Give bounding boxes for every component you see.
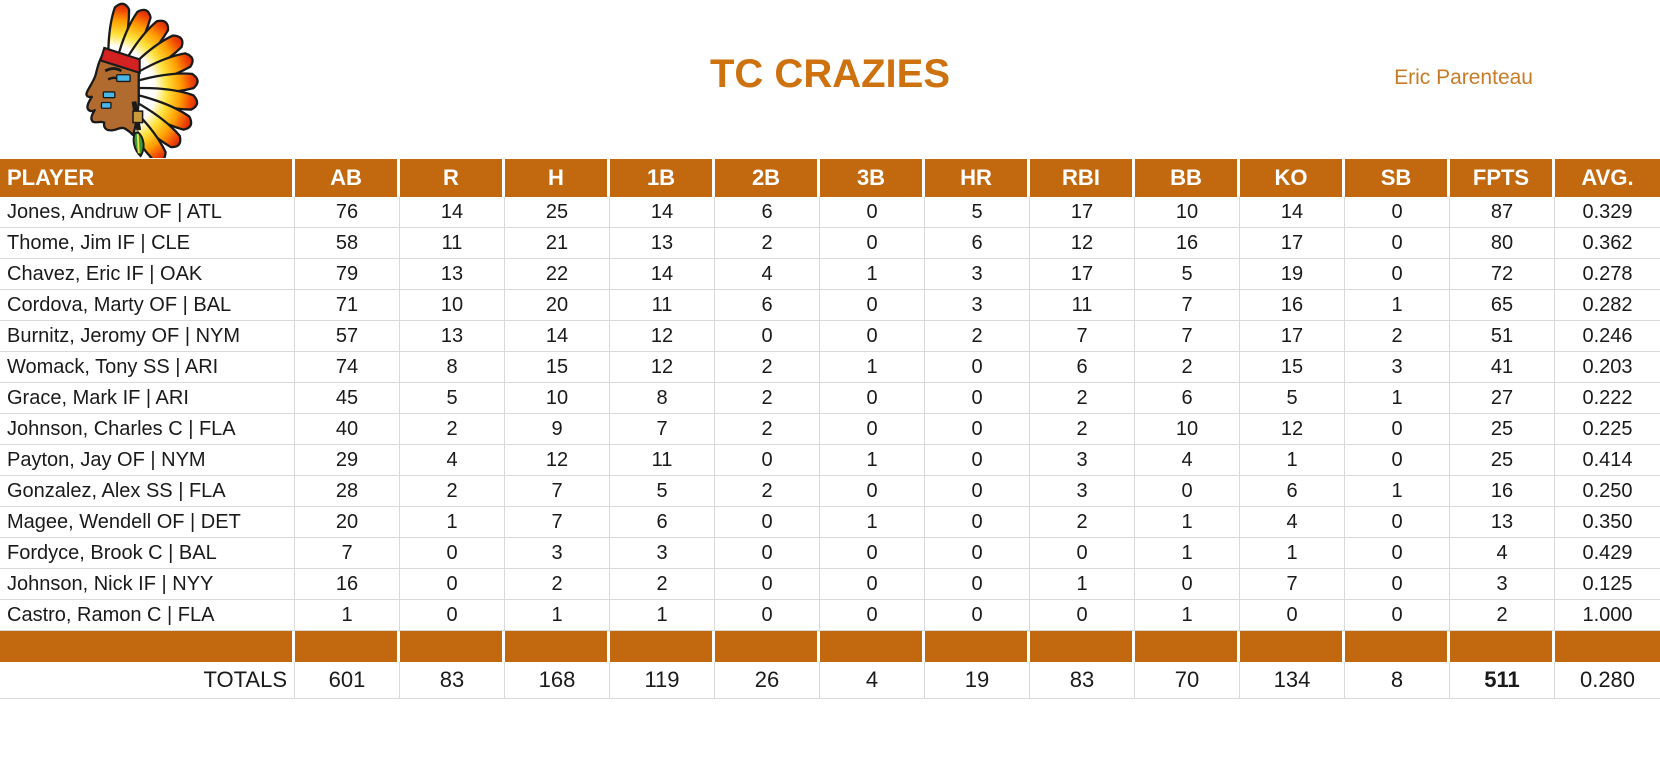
stat-cell: 16: [1240, 290, 1345, 321]
separator-cell: [1555, 631, 1660, 662]
totals-stat-cell: 134: [1240, 662, 1345, 699]
column-header-r: R: [400, 159, 505, 197]
stat-cell: 0: [1135, 476, 1240, 507]
stat-cell: 0: [1345, 569, 1450, 600]
stat-cell: 17: [1240, 321, 1345, 352]
stat-cell: 0: [715, 445, 820, 476]
stat-cell: 7: [1135, 321, 1240, 352]
stat-cell: 7: [1030, 321, 1135, 352]
stat-cell: 0: [925, 507, 1030, 538]
stat-cell: 25: [1450, 414, 1555, 445]
stat-cell: 0: [1345, 414, 1450, 445]
stat-cell: 1: [400, 507, 505, 538]
stat-cell: 0: [925, 414, 1030, 445]
player-name-cell: Thome, Jim IF | CLE: [0, 228, 295, 259]
stat-cell: 20: [505, 290, 610, 321]
stat-cell: 0: [400, 538, 505, 569]
stat-cell: 10: [400, 290, 505, 321]
stat-cell: 0: [400, 569, 505, 600]
column-header-player: PLAYER: [0, 159, 295, 197]
player-name-cell: Johnson, Charles C | FLA: [0, 414, 295, 445]
stat-cell: 5: [610, 476, 715, 507]
stat-cell: 14: [610, 197, 715, 228]
separator-cell: [505, 631, 610, 662]
stat-cell: 3: [610, 538, 715, 569]
stat-cell: 0.414: [1555, 445, 1660, 476]
column-header-1b: 1B: [610, 159, 715, 197]
stat-cell: 0: [715, 569, 820, 600]
stat-cell: 11: [610, 290, 715, 321]
player-name-cell: Chavez, Eric IF | OAK: [0, 259, 295, 290]
stat-cell: 14: [400, 197, 505, 228]
separator-cell: [1240, 631, 1345, 662]
stat-cell: 12: [610, 321, 715, 352]
separator-cell: [925, 631, 1030, 662]
stat-cell: 29: [295, 445, 400, 476]
stat-cell: 4: [1135, 445, 1240, 476]
stat-cell: 6: [1135, 383, 1240, 414]
stat-cell: 7: [1240, 569, 1345, 600]
stat-cell: 3: [925, 259, 1030, 290]
stat-cell: 15: [505, 352, 610, 383]
player-name-cell: Gonzalez, Alex SS | FLA: [0, 476, 295, 507]
player-name-cell: Castro, Ramon C | FLA: [0, 600, 295, 631]
stat-cell: 0: [925, 383, 1030, 414]
totals-stat-cell: 601: [295, 662, 400, 699]
stat-cell: 14: [610, 259, 715, 290]
stat-cell: 10: [505, 383, 610, 414]
stat-cell: 9: [505, 414, 610, 445]
stat-cell: 0: [1345, 259, 1450, 290]
totals-stat-cell: 0.280: [1555, 662, 1660, 699]
totals-stat-cell: 26: [715, 662, 820, 699]
stat-cell: 6: [610, 507, 715, 538]
stat-cell: 0: [1345, 228, 1450, 259]
stat-cell: 7: [295, 538, 400, 569]
stat-cell: 16: [1450, 476, 1555, 507]
stat-cell: 13: [610, 228, 715, 259]
stat-cell: 0: [925, 569, 1030, 600]
column-header-rbi: RBI: [1030, 159, 1135, 197]
stat-cell: 2: [1135, 352, 1240, 383]
column-header-bb: BB: [1135, 159, 1240, 197]
stat-cell: 4: [1240, 507, 1345, 538]
stat-cell: 1: [505, 600, 610, 631]
stat-cell: 1: [820, 445, 925, 476]
stat-cell: 6: [925, 228, 1030, 259]
totals-stat-cell: 4: [820, 662, 925, 699]
stat-cell: 79: [295, 259, 400, 290]
column-header-3b: 3B: [820, 159, 925, 197]
stat-cell: 0: [820, 600, 925, 631]
totals-stat-cell: 168: [505, 662, 610, 699]
stat-cell: 72: [1450, 259, 1555, 290]
stat-cell: 5: [925, 197, 1030, 228]
stat-cell: 16: [295, 569, 400, 600]
stat-cell: 1: [820, 507, 925, 538]
totals-stat-cell: 511: [1450, 662, 1555, 699]
stat-cell: 25: [505, 197, 610, 228]
stat-cell: 0: [820, 321, 925, 352]
stat-cell: 0: [820, 383, 925, 414]
totals-stat-cell: 83: [400, 662, 505, 699]
totals-stat-cell: 19: [925, 662, 1030, 699]
totals-stat-cell: 119: [610, 662, 715, 699]
separator-cell: [400, 631, 505, 662]
column-header-h: H: [505, 159, 610, 197]
stat-cell: 0: [1345, 538, 1450, 569]
stat-cell: 2: [715, 383, 820, 414]
stat-cell: 2: [715, 476, 820, 507]
stat-cell: 2: [1450, 600, 1555, 631]
stat-cell: 2: [505, 569, 610, 600]
stat-cell: 5: [1240, 383, 1345, 414]
stat-cell: 0: [1345, 507, 1450, 538]
stat-cell: 2: [1030, 383, 1135, 414]
separator-cell: [295, 631, 400, 662]
column-header-2b: 2B: [715, 159, 820, 197]
stat-cell: 12: [610, 352, 715, 383]
stat-cell: 5: [1135, 259, 1240, 290]
separator-cell: [1345, 631, 1450, 662]
player-name-cell: Cordova, Marty OF | BAL: [0, 290, 295, 321]
stat-cell: 3: [505, 538, 610, 569]
player-name-cell: Womack, Tony SS | ARI: [0, 352, 295, 383]
stat-cell: 14: [505, 321, 610, 352]
stat-cell: 7: [505, 476, 610, 507]
stat-cell: 0.350: [1555, 507, 1660, 538]
stat-cell: 0.282: [1555, 290, 1660, 321]
stat-cell: 2: [715, 352, 820, 383]
stat-cell: 45: [295, 383, 400, 414]
stat-cell: 27: [1450, 383, 1555, 414]
stat-cell: 17: [1030, 197, 1135, 228]
stat-cell: 1: [820, 352, 925, 383]
totals-stat-cell: 70: [1135, 662, 1240, 699]
stat-cell: 0: [820, 476, 925, 507]
stat-cell: 65: [1450, 290, 1555, 321]
stat-cell: 40: [295, 414, 400, 445]
stat-cell: 0: [820, 414, 925, 445]
stat-cell: 0.246: [1555, 321, 1660, 352]
stat-cell: 74: [295, 352, 400, 383]
stat-cell: 0: [1345, 197, 1450, 228]
stat-cell: 0: [820, 290, 925, 321]
stat-cell: 1: [1345, 383, 1450, 414]
stat-cell: 0.362: [1555, 228, 1660, 259]
stat-cell: 76: [295, 197, 400, 228]
stat-cell: 57: [295, 321, 400, 352]
stat-cell: 6: [1240, 476, 1345, 507]
stat-cell: 5: [400, 383, 505, 414]
stat-cell: 25: [1450, 445, 1555, 476]
separator-cell: [0, 631, 295, 662]
stat-cell: 0: [715, 538, 820, 569]
stat-cell: 0.278: [1555, 259, 1660, 290]
stat-cell: 0: [715, 321, 820, 352]
player-name-cell: Jones, Andruw OF | ATL: [0, 197, 295, 228]
stat-cell: 7: [505, 507, 610, 538]
stat-cell: 14: [1240, 197, 1345, 228]
stat-cell: 2: [400, 476, 505, 507]
stat-cell: 15: [1240, 352, 1345, 383]
stat-cell: 12: [505, 445, 610, 476]
stat-cell: 8: [610, 383, 715, 414]
stat-cell: 0: [400, 600, 505, 631]
stat-cell: 21: [505, 228, 610, 259]
stat-cell: 41: [1450, 352, 1555, 383]
player-name-cell: Johnson, Nick IF | NYY: [0, 569, 295, 600]
stat-cell: 2: [715, 228, 820, 259]
stat-cell: 11: [400, 228, 505, 259]
separator-cell: [610, 631, 715, 662]
player-name-cell: Fordyce, Brook C | BAL: [0, 538, 295, 569]
stat-cell: 87: [1450, 197, 1555, 228]
stat-cell: 20: [295, 507, 400, 538]
stat-cell: 0.203: [1555, 352, 1660, 383]
stat-cell: 4: [400, 445, 505, 476]
stat-cell: 0: [925, 476, 1030, 507]
stat-cell: 0: [715, 507, 820, 538]
stat-cell: 0.125: [1555, 569, 1660, 600]
stat-cell: 0.225: [1555, 414, 1660, 445]
stat-cell: 0: [1345, 600, 1450, 631]
stat-cell: 17: [1240, 228, 1345, 259]
column-header-ko: KO: [1240, 159, 1345, 197]
stat-cell: 13: [400, 259, 505, 290]
page-header: [0, 0, 1660, 159]
stat-cell: 28: [295, 476, 400, 507]
column-header-ab: AB: [295, 159, 400, 197]
stat-cell: 6: [715, 197, 820, 228]
stat-cell: 0: [1030, 600, 1135, 631]
stat-cell: 2: [610, 569, 715, 600]
owner-name: Eric Parenteau: [1394, 66, 1533, 89]
stat-cell: 1: [1240, 538, 1345, 569]
stat-cell: 13: [400, 321, 505, 352]
totals-stat-cell: 83: [1030, 662, 1135, 699]
stat-cell: 0: [925, 600, 1030, 631]
stat-cell: 80: [1450, 228, 1555, 259]
stat-cell: 19: [1240, 259, 1345, 290]
stat-cell: 3: [1450, 569, 1555, 600]
stat-cell: 17: [1030, 259, 1135, 290]
stat-cell: 1: [1135, 600, 1240, 631]
stat-cell: 0: [925, 352, 1030, 383]
stat-cell: 1: [295, 600, 400, 631]
stat-cell: 6: [1030, 352, 1135, 383]
stat-cell: 1: [1345, 476, 1450, 507]
stat-cell: 0: [820, 228, 925, 259]
stat-cell: 2: [925, 321, 1030, 352]
separator-cell: [1135, 631, 1240, 662]
stat-cell: 2: [1030, 507, 1135, 538]
stat-cell: 0.429: [1555, 538, 1660, 569]
stat-cell: 12: [1030, 228, 1135, 259]
column-header-hr: HR: [925, 159, 1030, 197]
stat-cell: 58: [295, 228, 400, 259]
stat-cell: 22: [505, 259, 610, 290]
stat-cell: 2: [715, 414, 820, 445]
stat-cell: 0: [820, 569, 925, 600]
stat-cell: 3: [1030, 445, 1135, 476]
stat-cell: 7: [1135, 290, 1240, 321]
column-header-sb: SB: [1345, 159, 1450, 197]
stat-cell: 0: [925, 445, 1030, 476]
separator-cell: [820, 631, 925, 662]
totals-stat-cell: 8: [1345, 662, 1450, 699]
stat-cell: 0: [1345, 445, 1450, 476]
stat-cell: 1: [1135, 507, 1240, 538]
stat-cell: 1: [610, 600, 715, 631]
stat-cell: 4: [1450, 538, 1555, 569]
separator-cell: [1030, 631, 1135, 662]
page-title: TC CRAZIES: [710, 52, 950, 96]
stat-cell: 1: [1345, 290, 1450, 321]
stat-cell: 2: [400, 414, 505, 445]
stat-cell: 10: [1135, 414, 1240, 445]
stat-cell: 3: [925, 290, 1030, 321]
stat-cell: 0: [820, 197, 925, 228]
stat-cell: 1: [820, 259, 925, 290]
stat-cell: 0: [1240, 600, 1345, 631]
stat-cell: 0: [1030, 538, 1135, 569]
stat-cell: 3: [1345, 352, 1450, 383]
totals-label: TOTALS: [0, 662, 295, 699]
stat-cell: 0.329: [1555, 197, 1660, 228]
stat-cell: 2: [1030, 414, 1135, 445]
stat-cell: 11: [610, 445, 715, 476]
stat-cell: 3: [1030, 476, 1135, 507]
stat-cell: 1: [1240, 445, 1345, 476]
player-name-cell: Burnitz, Jeromy OF | NYM: [0, 321, 295, 352]
stat-cell: 16: [1135, 228, 1240, 259]
stat-cell: 11: [1030, 290, 1135, 321]
stats-table: [0, 159, 1660, 699]
column-header-avg: AVG.: [1555, 159, 1660, 197]
stat-cell: 71: [295, 290, 400, 321]
stat-cell: 1.000: [1555, 600, 1660, 631]
stat-cell: 1: [1135, 538, 1240, 569]
stat-cell: 0: [1135, 569, 1240, 600]
stat-cell: 10: [1135, 197, 1240, 228]
stat-cell: 0: [925, 538, 1030, 569]
stat-cell: 0: [820, 538, 925, 569]
stat-cell: 13: [1450, 507, 1555, 538]
player-name-cell: Magee, Wendell OF | DET: [0, 507, 295, 538]
separator-cell: [715, 631, 820, 662]
stat-cell: 0.222: [1555, 383, 1660, 414]
stat-cell: 6: [715, 290, 820, 321]
separator-cell: [1450, 631, 1555, 662]
stat-cell: 1: [1030, 569, 1135, 600]
stat-cell: 7: [610, 414, 715, 445]
stat-cell: 0: [715, 600, 820, 631]
stat-cell: 4: [715, 259, 820, 290]
column-header-fpts: FPTS: [1450, 159, 1555, 197]
player-name-cell: Payton, Jay OF | NYM: [0, 445, 295, 476]
stat-cell: 2: [1345, 321, 1450, 352]
stat-cell: 12: [1240, 414, 1345, 445]
stat-cell: 8: [400, 352, 505, 383]
stat-cell: 0.250: [1555, 476, 1660, 507]
stat-cell: 51: [1450, 321, 1555, 352]
player-name-cell: Grace, Mark IF | ARI: [0, 383, 295, 414]
